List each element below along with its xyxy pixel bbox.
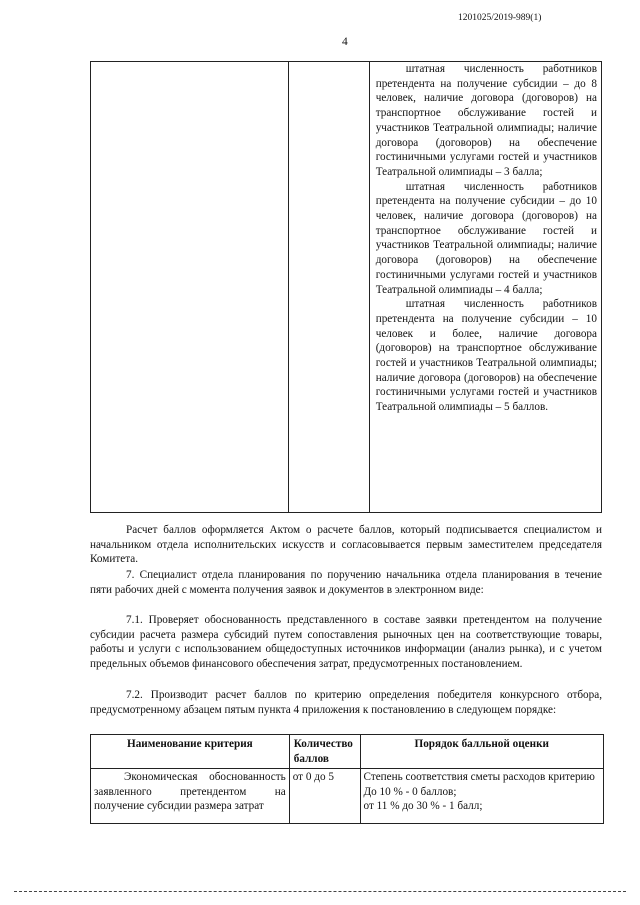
scoring-item: штатная численность работников претендента на получение субсидии – 10 человек и более, наличие договора (договоров) на транспортное обслуживание гостей и участников Театральной олимпиады; наличие договора (договоров) на обеспечение гостиничными услугами гостей и участников Театральной олимпиады – 5 баллов. bbox=[375, 298, 597, 414]
table-row bbox=[91, 769, 604, 824]
scoring-cell bbox=[369, 62, 601, 513]
criterion-cell: Экономическая обоснованность заявленного претендентом на получение субсидии размера затрат bbox=[91, 769, 290, 824]
paragraph-act: Расчет баллов оформляется Актом о расчете баллов, который подписывается специалистом и начальником отдела исполнительских искусств и согласовывается первым заместителем председателя Комитета. bbox=[90, 524, 602, 566]
scoring-order-cell bbox=[360, 769, 604, 824]
paragraph-7-1: 7.1. Проверяет обоснованность представленного в составе заявки претендентом на получение субсидии расчета размера субсидий путем сопоставления рыночных цен на соответствующие товары, работы и услуги с использованием общедоступных источников информации (анализ рынка), и с учетом предельных объемов финансового обеспечения затрат, предусмотренных постановлением. bbox=[90, 614, 602, 671]
paragraph-7: 7. Специалист отдела планирования по поручению начальника отдела планирования в течение пяти рабочих дней с момента получения заявок и документов в электронном виде: bbox=[90, 569, 602, 596]
scoring-item: штатная численность работников претендента на получение субсидии – до 10 человек, наличие договора (договоров) на транспортное обслуживание гостей и участников Театральной олимпиады; наличие договора (договоров) на обеспечение гостиничными услугами гостей и участников Театральной олимпиады – 4 балла; bbox=[375, 180, 597, 296]
page-number: 4 bbox=[342, 36, 348, 48]
header-points: Количество баллов bbox=[289, 735, 360, 769]
scoring-line: Степень соответствия сметы расходов критерию bbox=[363, 771, 595, 783]
header-scoring-order: Порядок балльной оценки bbox=[360, 735, 604, 769]
header-criterion-name: Наименование критерия bbox=[91, 735, 290, 769]
empty-cell-points bbox=[289, 62, 370, 513]
scoring-item: штатная численность работников претендента на получение субсидии – до 8 человек, наличие договора (договоров) на транспортное обслуживание гостей и участников Театральной олимпиады; наличие договора (договоров) на обеспечение гостиничными услугами гостей и участников Театральной олимпиады – 3 балла; bbox=[375, 63, 597, 178]
paragraph-7-2: 7.2. Производит расчет баллов по критерию определения победителя конкурсного отбора, предусмотренному абзацем пятым пункта 4 приложения к постановлению в следующем порядке: bbox=[90, 689, 602, 716]
criteria-table bbox=[90, 734, 604, 824]
points-cell: от 0 до 5 bbox=[289, 769, 360, 824]
document-id: 1201025/2019-989(1) bbox=[458, 13, 542, 23]
criteria-table-continued bbox=[90, 61, 602, 513]
page-bottom-divider bbox=[14, 891, 626, 892]
scoring-line: До 10 % - 0 баллов; bbox=[363, 785, 457, 798]
scoring-line: от 11 % до 30 % - 1 балл; bbox=[363, 800, 483, 812]
empty-cell-criterion bbox=[91, 62, 289, 513]
